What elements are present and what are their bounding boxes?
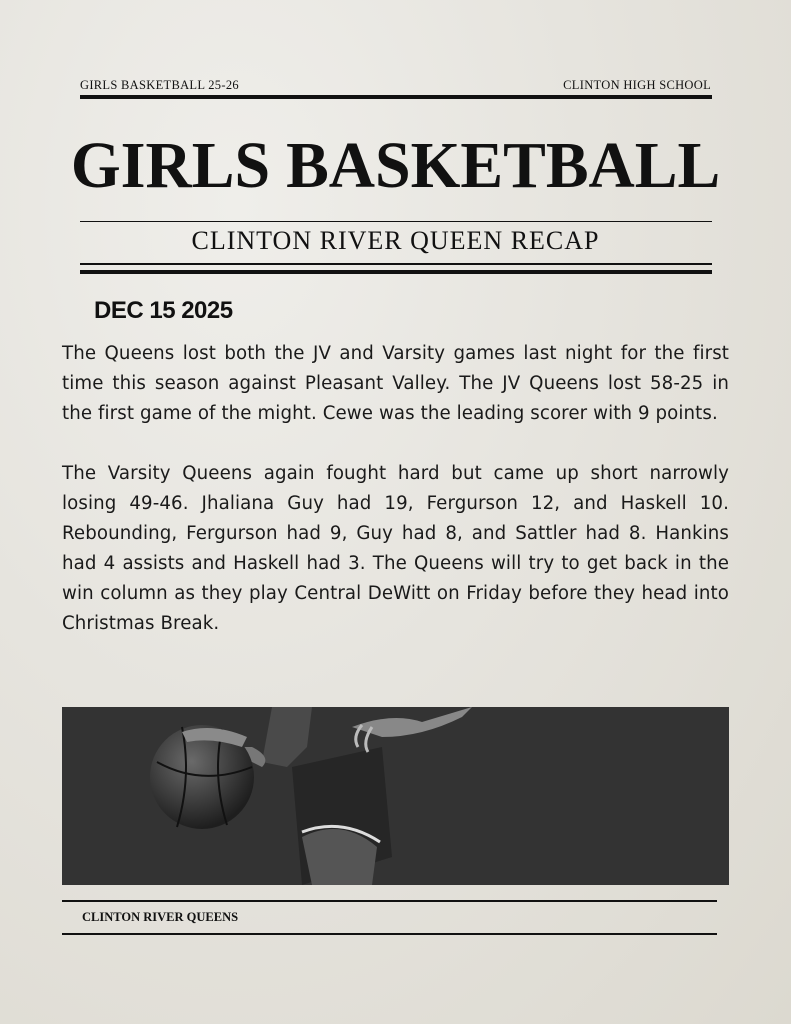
article-body [62, 339, 729, 669]
divider [80, 221, 712, 222]
header-left-label: GIRLS BASKETBALL 25-26 [80, 78, 239, 92]
page-subtitle: CLINTON RIVER QUEEN RECAP [191, 226, 600, 255]
divider [80, 263, 712, 265]
basketball-photo [62, 707, 729, 885]
article-paragraph: The Queens lost both the JV and Varsity games last night for the first time this season against Pleasant Valley. The JV Queens lost 58-25 in the first game of the might. Cewe was the leading scorer with 9 points. [62, 343, 729, 424]
basketball-player-image [62, 707, 729, 885]
divider [62, 900, 717, 902]
divider [62, 933, 717, 935]
header-right-label: CLINTON HIGH SCHOOL [563, 78, 711, 92]
article-paragraph: The Varsity Queens again fought hard but came up short narrowly losing 49-46. Jhaliana Guy had 19, Fergurson 12, and Haskell 10. Rebounding, Fergurson had 9, Guy had 8, and Sattler had 8. Hankins had 4 assists and Haskell had 3. The Queens will try to get back in the win column as they play Central DeWitt on Friday before they head into Christmas Break. [62, 463, 729, 634]
divider [80, 270, 712, 274]
article-date: DEC 15 2025 [94, 297, 233, 324]
divider [80, 95, 712, 99]
page-title: GIRLS BASKETBALL [70, 129, 721, 202]
footer-label: CLINTON RIVER QUEENS [82, 910, 239, 924]
